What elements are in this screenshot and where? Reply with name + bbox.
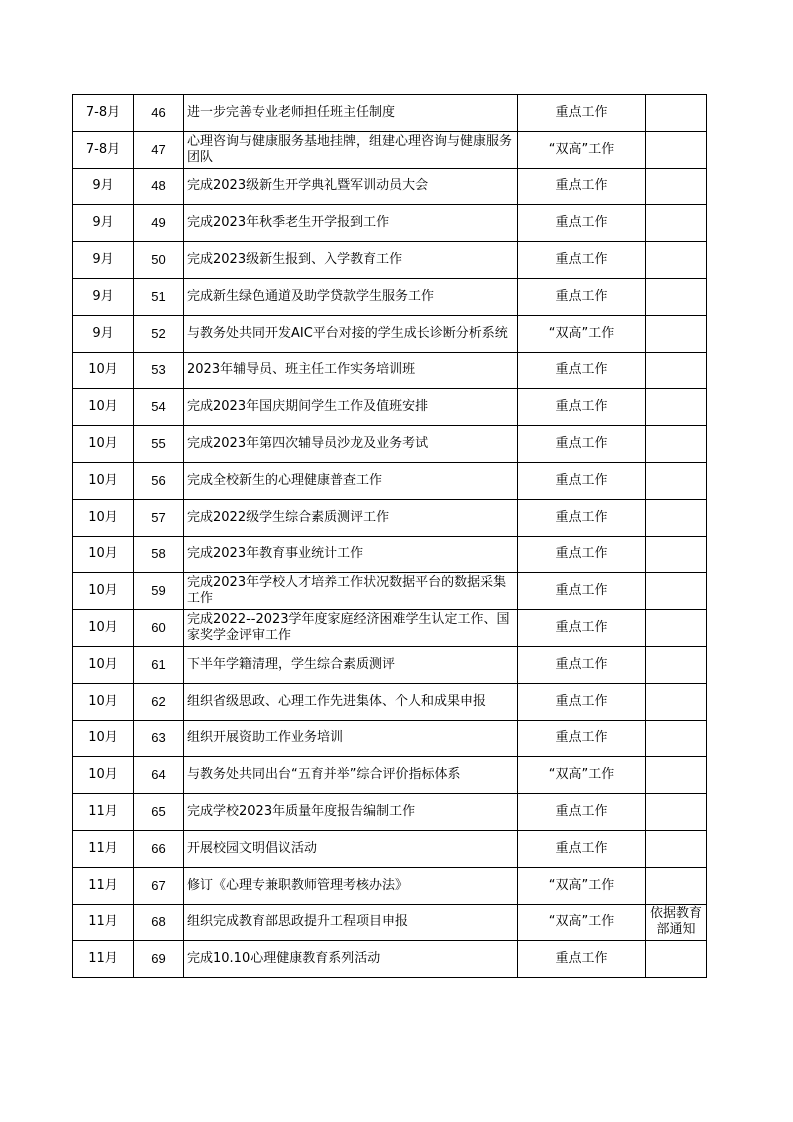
note-cell [646, 426, 707, 463]
task-cell: 组织完成教育部思政提升工程项目申报 [184, 904, 518, 941]
month-cell: 10月 [73, 536, 134, 573]
month-cell: 9月 [73, 242, 134, 279]
work-type-cell: 重点工作 [518, 794, 646, 831]
work-type-cell: “双高”工作 [518, 131, 646, 168]
task-cell: 完成2022--2023学年度家庭经济困难学生认定工作、国家奖学金评审工作 [184, 610, 518, 647]
task-cell: 与教务处共同开发AIC平台对接的学生成长诊断分析系统 [184, 315, 518, 352]
work-type-cell: 重点工作 [518, 278, 646, 315]
work-type-cell: 重点工作 [518, 720, 646, 757]
month-cell: 10月 [73, 573, 134, 610]
number-cell: 51 [134, 278, 184, 315]
note-cell [646, 278, 707, 315]
work-type-cell: 重点工作 [518, 205, 646, 242]
task-cell: 完成2023年教育事业统计工作 [184, 536, 518, 573]
task-cell: 组织开展资助工作业务培训 [184, 720, 518, 757]
number-cell: 58 [134, 536, 184, 573]
month-cell: 10月 [73, 499, 134, 536]
number-cell: 62 [134, 683, 184, 720]
task-cell: 心理咨询与健康服务基地挂牌，组建心理咨询与健康服务团队 [184, 131, 518, 168]
table-row [73, 242, 707, 279]
month-cell: 10月 [73, 426, 134, 463]
work-type-cell: 重点工作 [518, 168, 646, 205]
task-cell: 2023年辅导员、班主任工作实务培训班 [184, 352, 518, 389]
note-cell [646, 830, 707, 867]
note-cell [646, 168, 707, 205]
task-cell: 完成2023年第四次辅导员沙龙及业务考试 [184, 426, 518, 463]
number-cell: 49 [134, 205, 184, 242]
note-cell [646, 683, 707, 720]
month-cell: 9月 [73, 205, 134, 242]
table-row [73, 830, 707, 867]
work-type-cell: 重点工作 [518, 242, 646, 279]
work-plan-table [72, 94, 707, 978]
month-cell: 10月 [73, 720, 134, 757]
note-cell [646, 242, 707, 279]
work-type-cell: “双高”工作 [518, 315, 646, 352]
work-type-cell: 重点工作 [518, 646, 646, 683]
table-body [73, 95, 707, 978]
note-cell [646, 131, 707, 168]
work-type-cell: 重点工作 [518, 499, 646, 536]
note-cell [646, 794, 707, 831]
note-cell [646, 720, 707, 757]
note-cell [646, 205, 707, 242]
task-cell: 与教务处共同出台“五育并举”综合评价指标体系 [184, 757, 518, 794]
work-type-cell: 重点工作 [518, 830, 646, 867]
note-cell [646, 315, 707, 352]
task-cell: 完成2023级新生开学典礼暨军训动员大会 [184, 168, 518, 205]
month-cell: 10月 [73, 757, 134, 794]
table-row [73, 573, 707, 610]
task-cell: 完成新生绿色通道及助学贷款学生服务工作 [184, 278, 518, 315]
table-row [73, 867, 707, 904]
table-row [73, 462, 707, 499]
table-row [73, 683, 707, 720]
work-type-cell: “双高”工作 [518, 757, 646, 794]
number-cell: 47 [134, 131, 184, 168]
task-cell: 完成2022级学生综合素质测评工作 [184, 499, 518, 536]
number-cell: 67 [134, 867, 184, 904]
note-cell [646, 499, 707, 536]
work-type-cell: 重点工作 [518, 536, 646, 573]
table-row [73, 904, 707, 941]
note-cell [646, 646, 707, 683]
number-cell: 54 [134, 389, 184, 426]
month-cell: 11月 [73, 904, 134, 941]
task-cell: 完成2023级新生报到、入学教育工作 [184, 242, 518, 279]
number-cell: 68 [134, 904, 184, 941]
note-cell [646, 95, 707, 132]
note-cell: 依据教育部通知 [646, 904, 707, 941]
month-cell: 11月 [73, 867, 134, 904]
table-row [73, 426, 707, 463]
table-row [73, 131, 707, 168]
table-row [73, 536, 707, 573]
work-type-cell: 重点工作 [518, 941, 646, 978]
note-cell [646, 573, 707, 610]
task-cell: 完成2023年学校人才培养工作状况数据平台的数据采集工作 [184, 573, 518, 610]
month-cell: 10月 [73, 610, 134, 647]
task-cell: 完成全校新生的心理健康普查工作 [184, 462, 518, 499]
table-row [73, 205, 707, 242]
table-row [73, 315, 707, 352]
number-cell: 65 [134, 794, 184, 831]
number-cell: 56 [134, 462, 184, 499]
number-cell: 57 [134, 499, 184, 536]
table-row [73, 278, 707, 315]
table-row [73, 389, 707, 426]
number-cell: 50 [134, 242, 184, 279]
table-row [73, 168, 707, 205]
number-cell: 53 [134, 352, 184, 389]
note-cell [646, 610, 707, 647]
task-cell: 下半年学籍清理，学生综合素质测评 [184, 646, 518, 683]
task-cell: 开展校园文明倡议活动 [184, 830, 518, 867]
work-type-cell: “双高”工作 [518, 867, 646, 904]
work-type-cell: 重点工作 [518, 95, 646, 132]
month-cell: 9月 [73, 278, 134, 315]
note-cell [646, 462, 707, 499]
task-cell: 完成学校2023年质量年度报告编制工作 [184, 794, 518, 831]
number-cell: 66 [134, 830, 184, 867]
task-cell: 修订《心理专兼职教师管理考核办法》 [184, 867, 518, 904]
table-row [73, 720, 707, 757]
month-cell: 10月 [73, 646, 134, 683]
month-cell: 11月 [73, 830, 134, 867]
note-cell [646, 757, 707, 794]
number-cell: 64 [134, 757, 184, 794]
month-cell: 10月 [73, 462, 134, 499]
work-type-cell: 重点工作 [518, 426, 646, 463]
work-type-cell: 重点工作 [518, 352, 646, 389]
note-cell [646, 941, 707, 978]
task-cell: 完成10.10心理健康教育系列活动 [184, 941, 518, 978]
work-type-cell: 重点工作 [518, 610, 646, 647]
number-cell: 46 [134, 95, 184, 132]
number-cell: 63 [134, 720, 184, 757]
number-cell: 55 [134, 426, 184, 463]
month-cell: 11月 [73, 794, 134, 831]
table-row [73, 610, 707, 647]
number-cell: 69 [134, 941, 184, 978]
month-cell: 11月 [73, 941, 134, 978]
number-cell: 60 [134, 610, 184, 647]
task-cell: 完成2023年国庆期间学生工作及值班安排 [184, 389, 518, 426]
work-type-cell: “双高”工作 [518, 904, 646, 941]
task-cell: 完成2023年秋季老生开学报到工作 [184, 205, 518, 242]
number-cell: 59 [134, 573, 184, 610]
task-cell: 进一步完善专业老师担任班主任制度 [184, 95, 518, 132]
month-cell: 7-8月 [73, 131, 134, 168]
table-row [73, 757, 707, 794]
number-cell: 61 [134, 646, 184, 683]
note-cell [646, 867, 707, 904]
table-row [73, 499, 707, 536]
month-cell: 7-8月 [73, 95, 134, 132]
month-cell: 9月 [73, 315, 134, 352]
month-cell: 10月 [73, 352, 134, 389]
work-type-cell: 重点工作 [518, 462, 646, 499]
number-cell: 52 [134, 315, 184, 352]
month-cell: 10月 [73, 683, 134, 720]
task-cell: 组织省级思政、心理工作先进集体、个人和成果申报 [184, 683, 518, 720]
note-cell [646, 389, 707, 426]
table-row [73, 95, 707, 132]
month-cell: 9月 [73, 168, 134, 205]
note-cell [646, 352, 707, 389]
note-cell [646, 536, 707, 573]
number-cell: 48 [134, 168, 184, 205]
work-type-cell: 重点工作 [518, 683, 646, 720]
month-cell: 10月 [73, 389, 134, 426]
table-row [73, 941, 707, 978]
work-type-cell: 重点工作 [518, 573, 646, 610]
work-type-cell: 重点工作 [518, 389, 646, 426]
table-row [73, 646, 707, 683]
table-row [73, 352, 707, 389]
table-row [73, 794, 707, 831]
